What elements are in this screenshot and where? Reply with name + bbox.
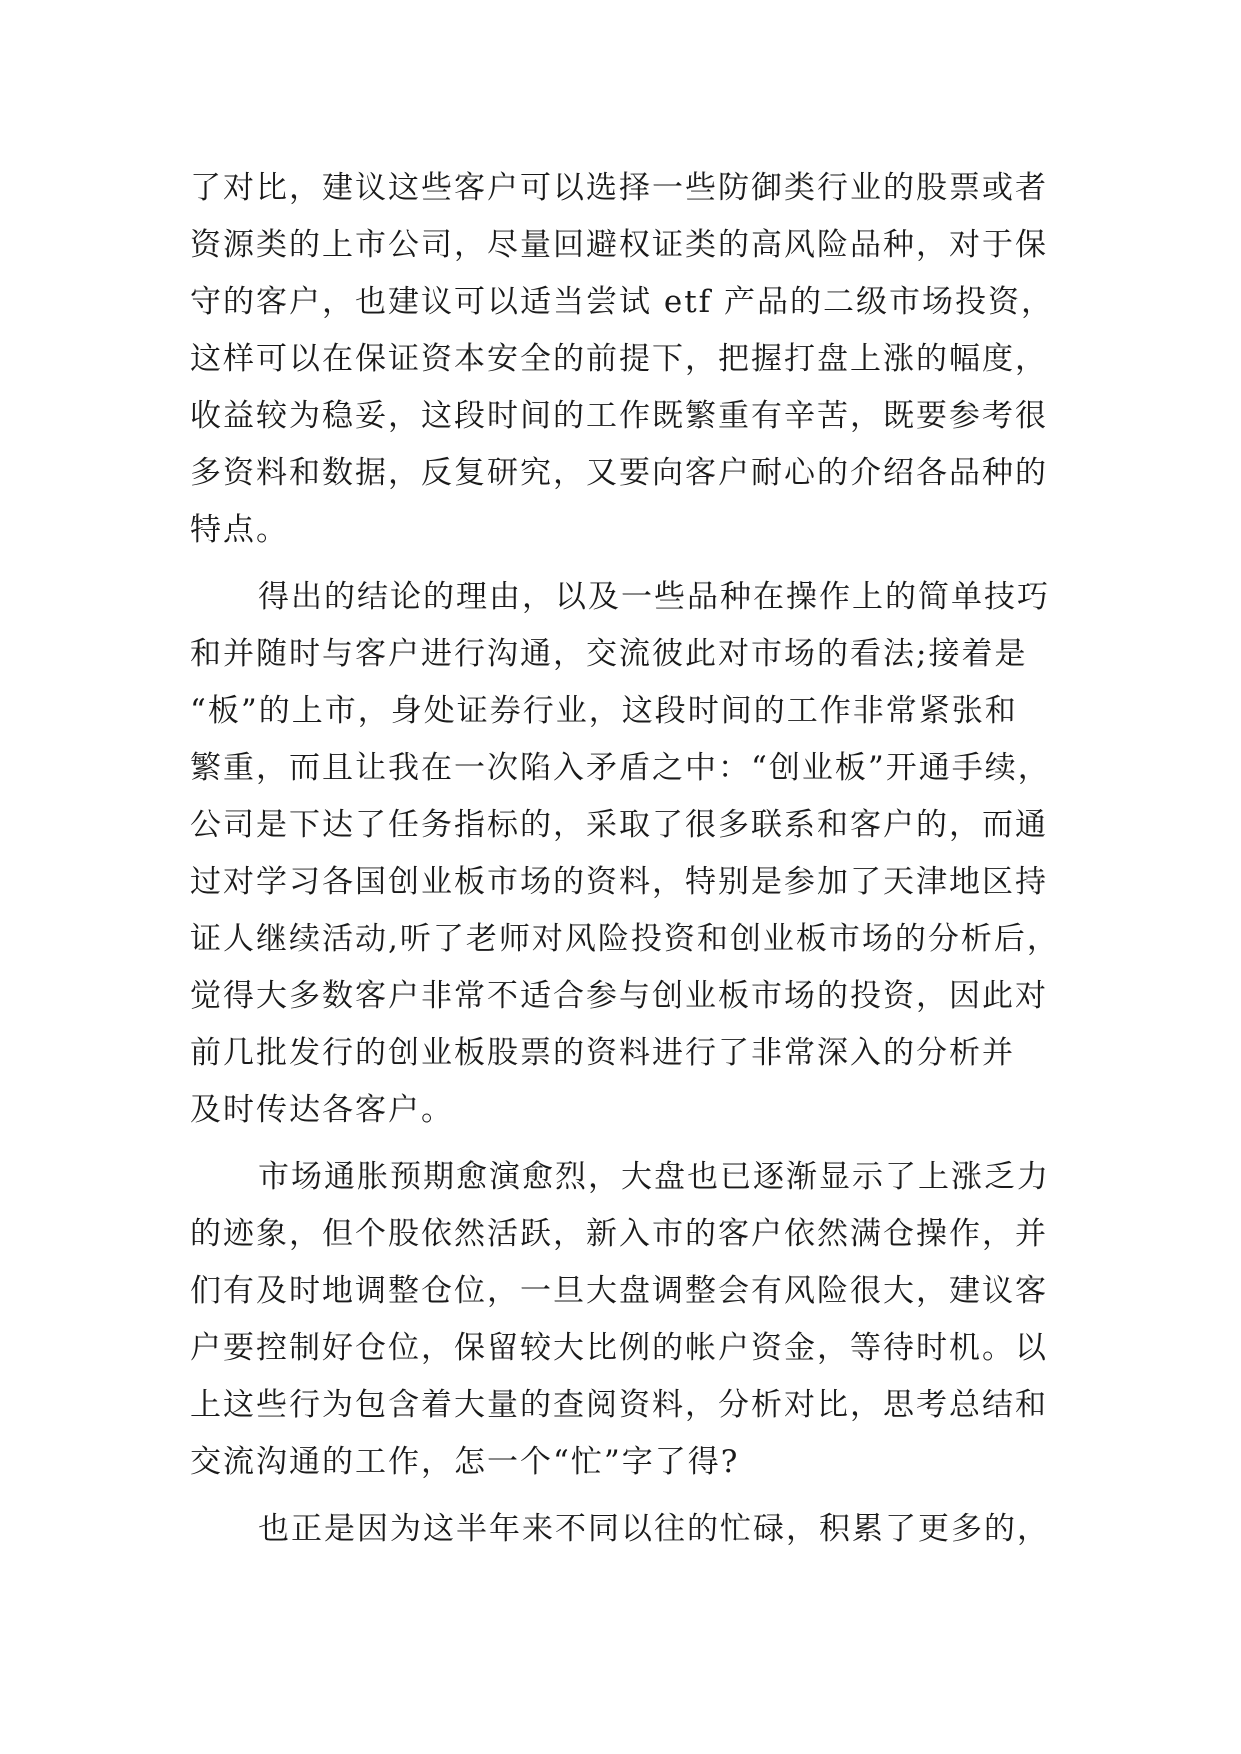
text-line: “板”的上市，身处证券行业，这段时间的工作非常紧张和 — [190, 693, 1018, 729]
text-line: 和并随时与客户进行沟通，交流彼此对市场的看法;接着是 — [190, 636, 1028, 672]
text-line: 们有及时地调整仓位，一旦大盘调整会有风险很大，建议客 — [190, 1273, 1048, 1309]
text-line: 公司是下达了任务指标的，采取了很多联系和客户的，而通 — [190, 807, 1048, 843]
text-line: 了对比，建议这些客户可以选择一些防御类行业的股票或者 — [190, 170, 1048, 206]
document-body — [190, 160, 1070, 1558]
text-line: 收益较为稳妥，这段时间的工作既繁重有辛苦，既要参考很 — [190, 398, 1048, 434]
text-line: 及时传达各客户。 — [190, 1092, 454, 1128]
text-line: 过对学习各国创业板市场的资料，特别是参加了天津地区持 — [190, 864, 1048, 900]
text-line: 上这些行为包含着大量的查阅资料，分析对比，思考总结和 — [190, 1387, 1048, 1423]
text-line: 繁重，而且让我在一次陷入矛盾之中：“创业板”开通手续， — [190, 750, 1051, 786]
text-line: 户要控制好仓位，保留较大比例的帐户资金，等待时机。以 — [190, 1330, 1048, 1366]
text-line: 特点。 — [190, 512, 289, 548]
text-line: 资源类的上市公司，尽量回避权证类的高风险品种，对于保 — [190, 227, 1048, 263]
text-line: 前几批发行的创业板股票的资料进行了非常深入的分析并 — [190, 1035, 1015, 1071]
text-line: 得出的结论的理由，以及一些品种在操作上的简单技巧 — [258, 579, 1050, 615]
text-line: 也正是因为这半年来不同以往的忙碌，积累了更多的， — [258, 1511, 1050, 1547]
text-line: 交流沟通的工作，怎一个“忙”字了得? — [190, 1444, 740, 1480]
text-line: 这样可以在保证资本安全的前提下，把握打盘上涨的幅度， — [190, 341, 1048, 377]
text-line: 守的客户，也建议可以适当尝试 etf 产品的二级市场投资， — [190, 284, 1054, 320]
text-line: 多资料和数据，反复研究，又要向客户耐心的介绍各品种的 — [190, 455, 1048, 491]
text-line: 觉得大多数客户非常不适合参与创业板市场的投资，因此对 — [190, 978, 1048, 1014]
text-line: 的迹象，但个股依然活跃，新入市的客户依然满仓操作，并 — [190, 1216, 1048, 1252]
text-line: 证人继续活动,听了老师对风险投资和创业板市场的分析后， — [190, 921, 1060, 957]
text-line: 市场通胀预期愈演愈烈，大盘也已逐渐显示了上涨乏力 — [258, 1159, 1050, 1195]
